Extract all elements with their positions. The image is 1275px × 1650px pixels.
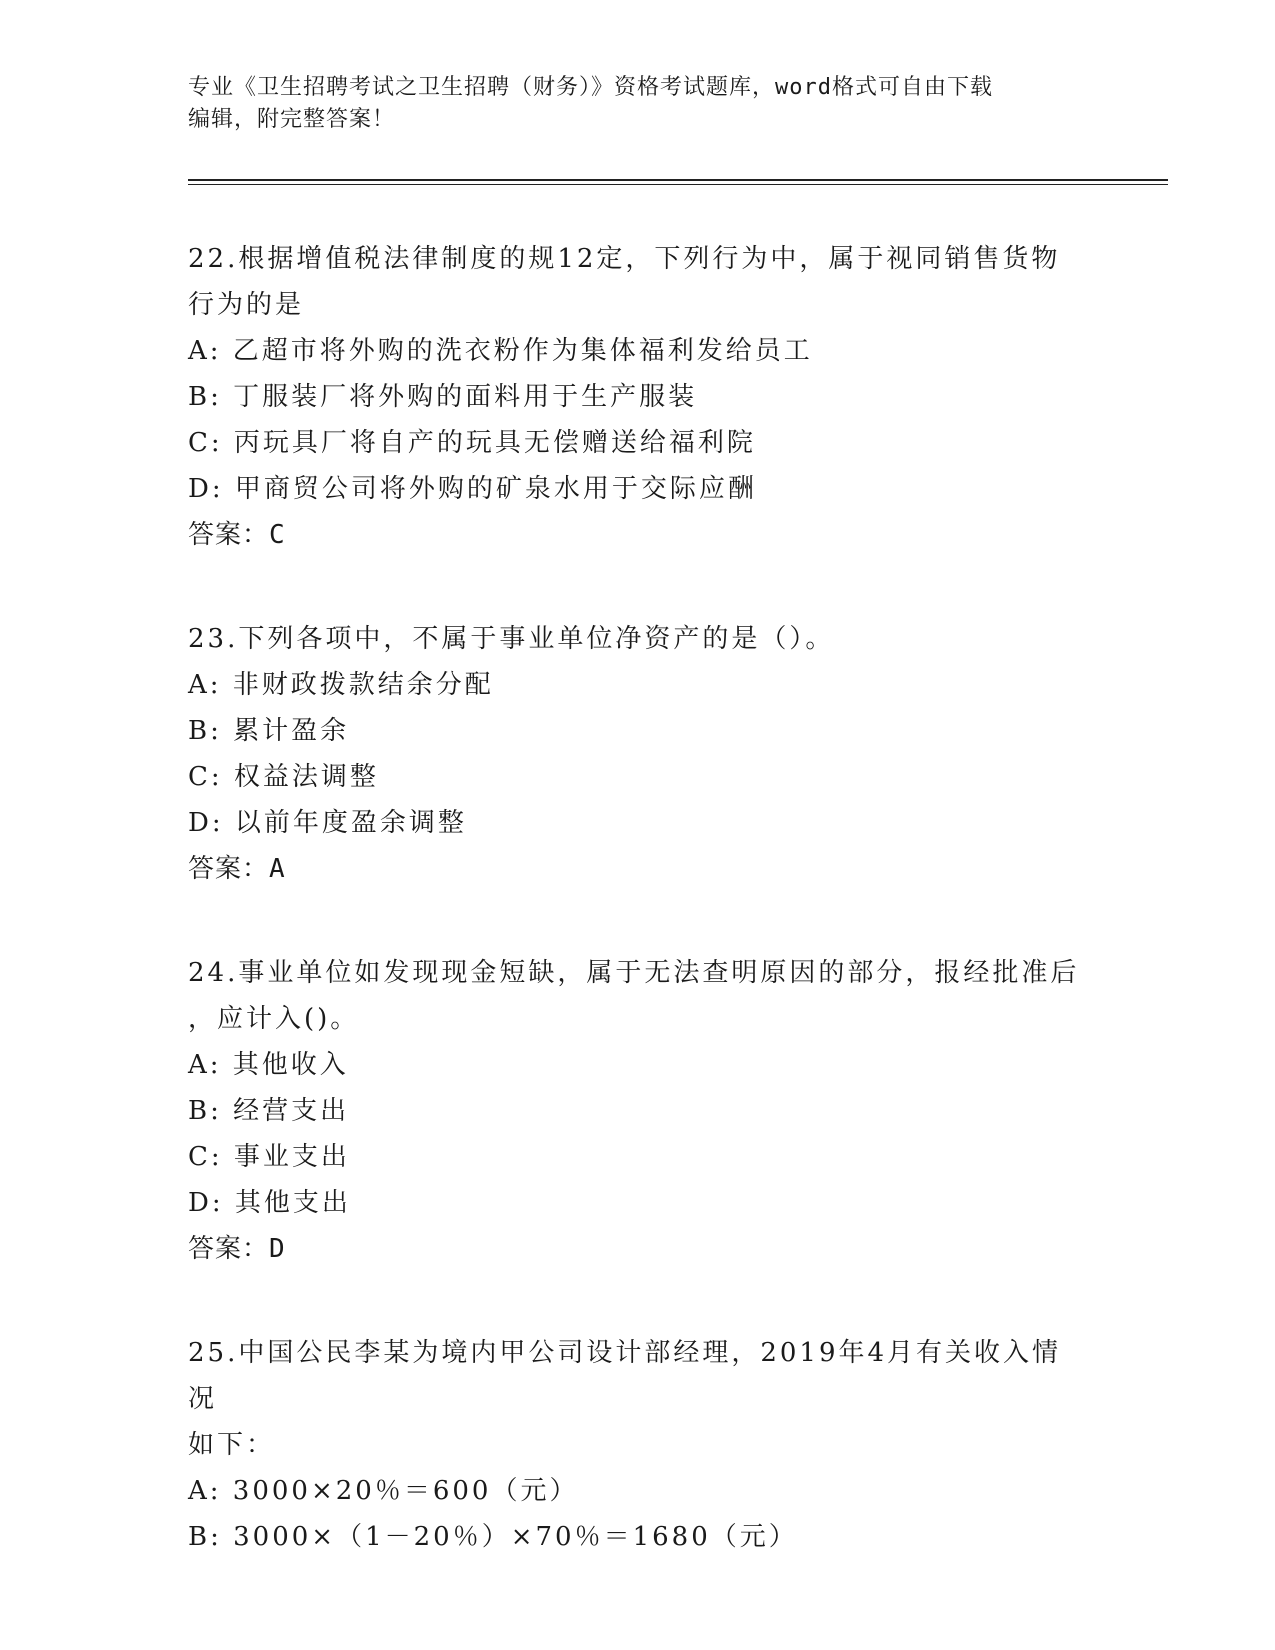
option-a: A: 非财政拨款结余分配 bbox=[188, 670, 494, 700]
option-b: B: 3000×（1－20％）×70％＝1680（元） bbox=[188, 1522, 798, 1552]
question-text: 25.中国公民李某为境内甲公司设计部经理，2019年4月有关收入情况 bbox=[188, 1338, 1062, 1414]
question-text-continued: 行为的是 bbox=[188, 290, 305, 320]
question-22 bbox=[188, 236, 1088, 558]
option-b: B: 累计盈余 bbox=[188, 716, 350, 746]
option-b: B: 丁服装厂将外购的面料用于生产服装 bbox=[188, 382, 698, 412]
answer: 答案：C bbox=[188, 520, 286, 550]
option-b: B: 经营支出 bbox=[188, 1096, 350, 1126]
option-c: C: 事业支出 bbox=[188, 1142, 350, 1172]
answer: 答案：D bbox=[188, 1234, 286, 1264]
question-text: 23.下列各项中，不属于事业单位净资产的是（）。 bbox=[188, 624, 835, 654]
question-23 bbox=[188, 616, 1088, 892]
option-a: A: 其他收入 bbox=[188, 1050, 349, 1080]
option-c: C: 权益法调整 bbox=[188, 762, 379, 792]
question-text-continued: ，应计入()。 bbox=[188, 1004, 360, 1034]
answer: 答案：A bbox=[188, 854, 286, 884]
question-text-continued: 如下： bbox=[188, 1430, 276, 1460]
document-header bbox=[188, 72, 1088, 136]
header-divider-thick bbox=[188, 179, 1168, 181]
question-list bbox=[188, 236, 1088, 1618]
option-d: D: 甲商贸公司将外购的矿泉水用于交际应酬 bbox=[188, 474, 757, 504]
option-d: D: 以前年度盈余调整 bbox=[188, 808, 467, 838]
option-a: A: 3000×20％＝600（元） bbox=[188, 1476, 579, 1506]
header-line-2: 编辑，附完整答案！ bbox=[188, 107, 396, 132]
option-d: D: 其他支出 bbox=[188, 1188, 351, 1218]
question-text: 22.根据增值税法律制度的规12定，下列行为中，属于视同销售货物 bbox=[188, 244, 1061, 274]
question-text: 24.事业单位如发现现金短缺，属于无法查明原因的部分，报经批准后 bbox=[188, 958, 1080, 988]
header-divider-thin bbox=[188, 184, 1168, 185]
question-25 bbox=[188, 1330, 1088, 1560]
option-a: A: 乙超市将外购的洗衣粉作为集体福利发给员工 bbox=[188, 336, 813, 366]
question-24 bbox=[188, 950, 1088, 1272]
option-c: C: 丙玩具厂将自产的玩具无偿赠送给福利院 bbox=[188, 428, 756, 458]
header-line-1: 专业《卫生招聘考试之卫生招聘（财务）》资格考试题库，word格式可自由下载 bbox=[188, 75, 993, 100]
